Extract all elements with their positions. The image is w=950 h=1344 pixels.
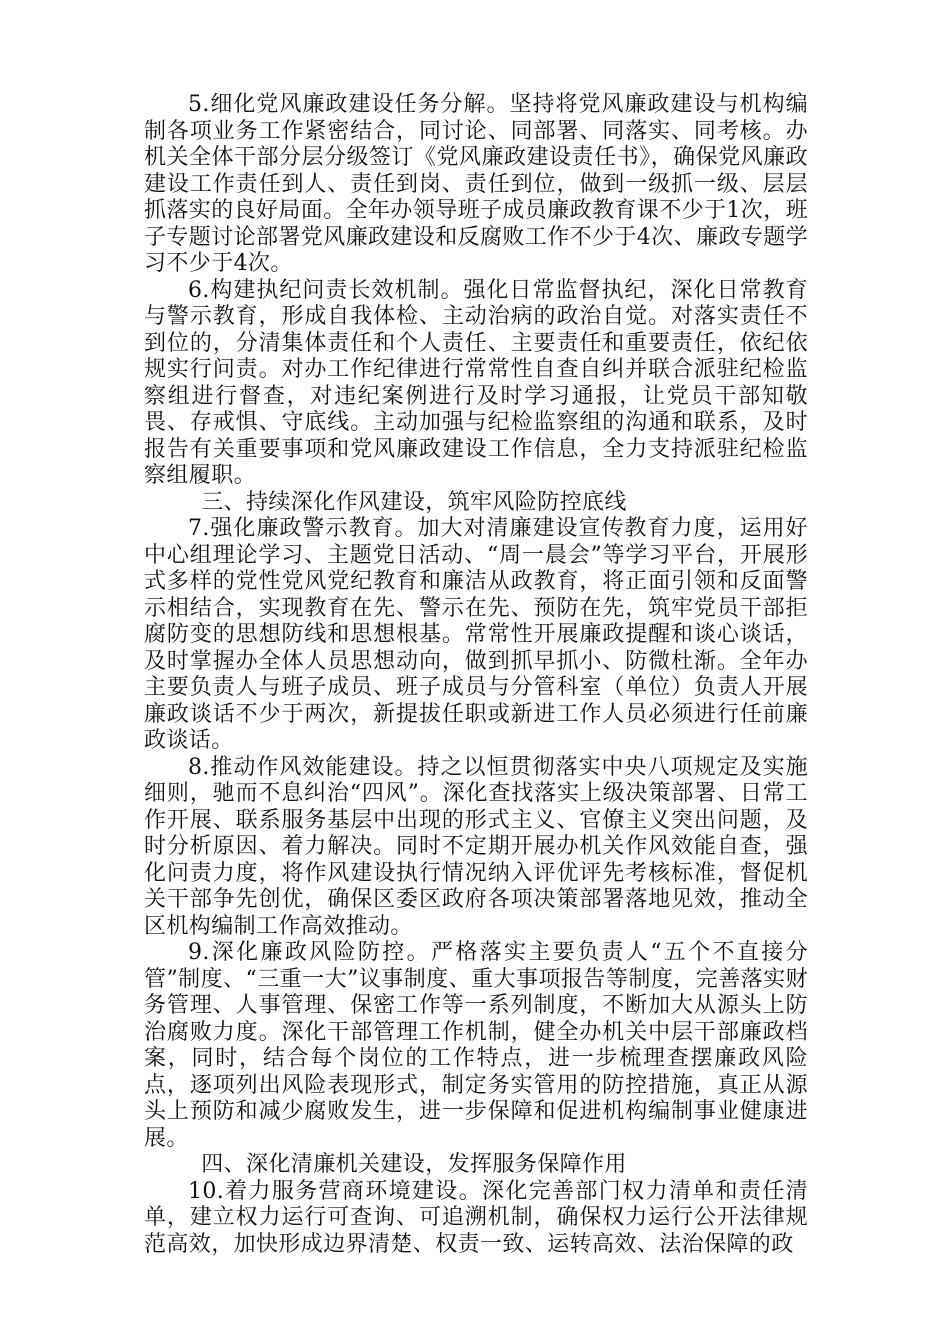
- paragraph-item-6: 6.构建执纪问责长效机制。强化日常监督执纪，深化日常教育与警示教育，形成自我体检、主动治病的政治自觉。对落实责任不到位的，分清集体责任和个人责任、主要责任和重要责任，依纪依规实行问责。对办工作纪律进行常常性自查自纠并联合派驻纪检监察组进行督查，对违纪案例进行及时学习通报，让党员干部知敬畏、存戒惧、守底线。主动加强与纪检监察组的沟通和联系，及时报告有关重要事项和党风廉政建设工作信息，全力支持派驻纪检监察组履职。: [144, 277, 808, 488]
- section-heading-4: 四、深化清廉机关建设，发挥服务保障作用: [201, 1152, 627, 1177]
- paragraph-item-7: 7.强化廉政警示教育。加大对清廉建设宣传教育力度，运用好中心组理论学习、主题党日活动、“周一晨会”等学习平台，开展形式多样的党性党风党纪教育和廉洁从政教育，将正面引领和反面警示相结合，实现教育在先、警示在先、预防在先，筑牢党员干部拒腐防变的思想防线和思想根基。常常性开展廉政提醒和谈心谈话，及时掌握办全体人员思想动向，做到抓早抓小、防微杜渐。全年办主要负责人与班子成员、班子成员与分管科室（单位）负责人开展廉政谈话不少于两次，新提拔任职或新进工作人员必须进行任前廉政谈话。: [144, 516, 808, 753]
- paragraph-item-10: 10.着力服务营商环境建设。深化完善部门权力清单和责任清单，建立权力运行可查询、可追溯机制，确保权力运行公开法律规范高效，加快形成边界清楚、权责一致、运转高效、法治保障的政: [144, 1178, 808, 1257]
- section-heading-3: 三、持续深化作风建设，筑牢风险防控底线: [201, 489, 627, 515]
- document-body: [144, 92, 808, 1258]
- paragraph-item-8: 8.推动作风效能建设。持之以恒贯彻落实中央八项规定及实施细则，驰而不息纠治“四风”。深化查找落实上级决策部署、日常工作开展、联系服务基层中出现的形式主义、官僚主义突出问题，及时分析原因、着力解决。同时不定期开展办机关作风效能自查，强化问责力度，将作风建设执行情况纳入评优评先考核标准，督促机关干部争先创优，确保区委区政府各项决策部署落地见效，推动全区机构编制工作高效推动。: [144, 754, 808, 939]
- paragraph-item-5: 5.细化党风廉政建设任务分解。坚持将党风廉政建设与机构编制各项业务工作紧密结合，同讨论、同部署、同落实、同考核。办机关全体干部分层分级签订《党风廉政建设责任书》，确保党风廉政建设工作责任到人、责任到岗、责任到位，做到一级抓一级、层层抓落实的良好局面。全年办领导班子成员廉政教育课不少于1次，班子专题讨论部署党风廉政建设和反腐败工作不少于4次、廉政专题学习不少于4次。: [144, 92, 808, 276]
- paragraph-item-9: 9.深化廉政风险防控。严格落实主要负责人“五个不直接分管”制度、“三重一大”议事制度、重大事项报告等制度，完善落实财务管理、人事管理、保密工作等一系列制度，不断加大从源头上防治腐败力度。深化干部管理工作机制，健全办机关中层干部廉政档案，同时，结合每个岗位的工作特点，进一步梳理查摆廉政风险点，逐项列出风险表现形式，制定务实管用的防控措施，真正从源头上预防和减少腐败发生，进一步保障和促进机构编制事业健康进展。: [144, 940, 808, 1151]
